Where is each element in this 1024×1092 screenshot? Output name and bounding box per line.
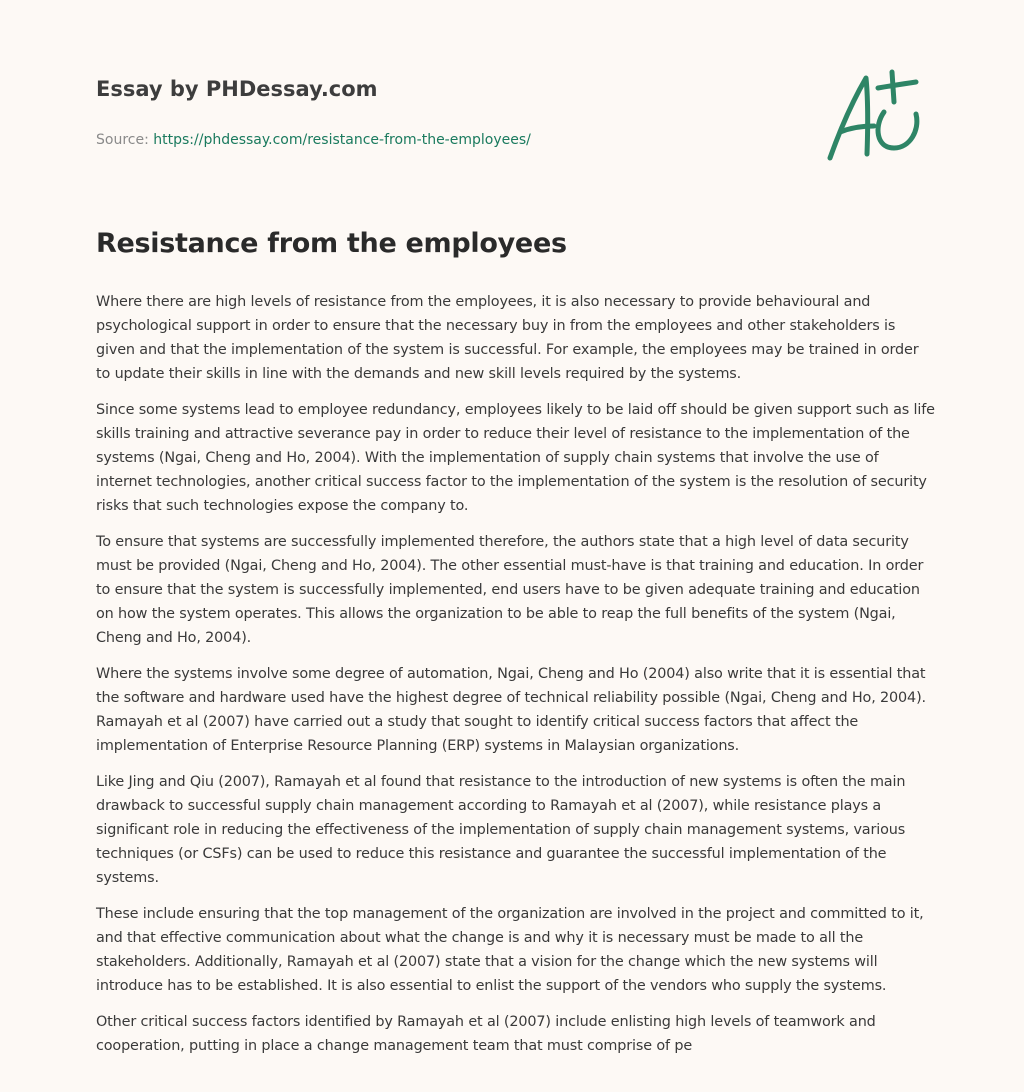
source-label: Source: <box>96 132 154 148</box>
essay-article <box>96 224 936 1070</box>
essay-paragraph-truncated: Other critical success factors identified by Ramayah et al (2007) include enlisting high levels of teamwork and cooperation, putting in place a change management team that must comprise of pe <box>96 1014 876 1054</box>
source-link[interactable]: https://phdessay.com/resistance-from-the-employees/ <box>153 132 531 148</box>
essay-paragraph: To ensure that systems are successfully implemented therefore, the authors state that a high level of data security must be provided (Ngai, Cheng and Ho, 2004). The other essential must-have is that training and education. In order to ensure that the system is successfully implemented, end users have to be given adequate training and education on how the system operates. This allows the organization to be able to reap the full benefits of the system (Ngai, Cheng and Ho, 2004). <box>96 534 924 646</box>
essay-paragraph: Where there are high levels of resistance from the employees, it is also necessary to provide behavioural and psychological support in order to ensure that the necessary buy in from the employees and other stakeholders is given and that the implementation of the system is successful. For example, the employees may be trained in order to update their skills in line with the demands and new skill levels required by the systems. <box>96 294 919 382</box>
page-header <box>96 74 796 150</box>
site-title: Essay by PHDessay.com <box>96 77 378 101</box>
source-line <box>96 130 796 150</box>
a-plus-logo-icon <box>822 68 928 164</box>
essay-title: Resistance from the employees <box>96 228 567 259</box>
essay-paragraph: Since some systems lead to employee redundancy, employees likely to be laid off should be given support such as life skills training and attractive severance pay in order to reduce their level of resistance to the implementation of the systems (Ngai, Cheng and Ho, 2004). With the implementation of supply chain systems that involve the use of internet technologies, another critical success factor to the implementation of the system is the resolution of security risks that such technologies expose the company to. <box>96 402 935 514</box>
essay-paragraph: Where the systems involve some degree of automation, Ngai, Cheng and Ho (2004) also write that it is essential that the software and hardware used have the highest degree of technical reliability possible (Ngai, Cheng and Ho, 2004). Ramayah et al (2007) have carried out a study that sought to identify critical success factors that affect the implementation of Enterprise Resource Planning (ERP) systems in Malaysian organizations. <box>96 666 926 754</box>
essay-paragraph: These include ensuring that the top management of the organization are involved in the project and committed to it, and that effective communication about what the change is and why it is necessary must be made to all the stakeholders. Additionally, Ramayah et al (2007) state that a vision for the change which the new systems will introduce has to be established. It is also essential to enlist the support of the vendors who supply the systems. <box>96 906 924 994</box>
essay-paragraph: Like Jing and Qiu (2007), Ramayah et al found that resistance to the introduction of new systems is often the main drawback to successful supply chain management according to Ramayah et al (2007), while resistance plays a significant role in reducing the effectiveness of the implementation of supply chain management systems, various techniques (or CSFs) can be used to reduce this resistance and guarantee the successful implementation of the systems. <box>96 774 906 886</box>
